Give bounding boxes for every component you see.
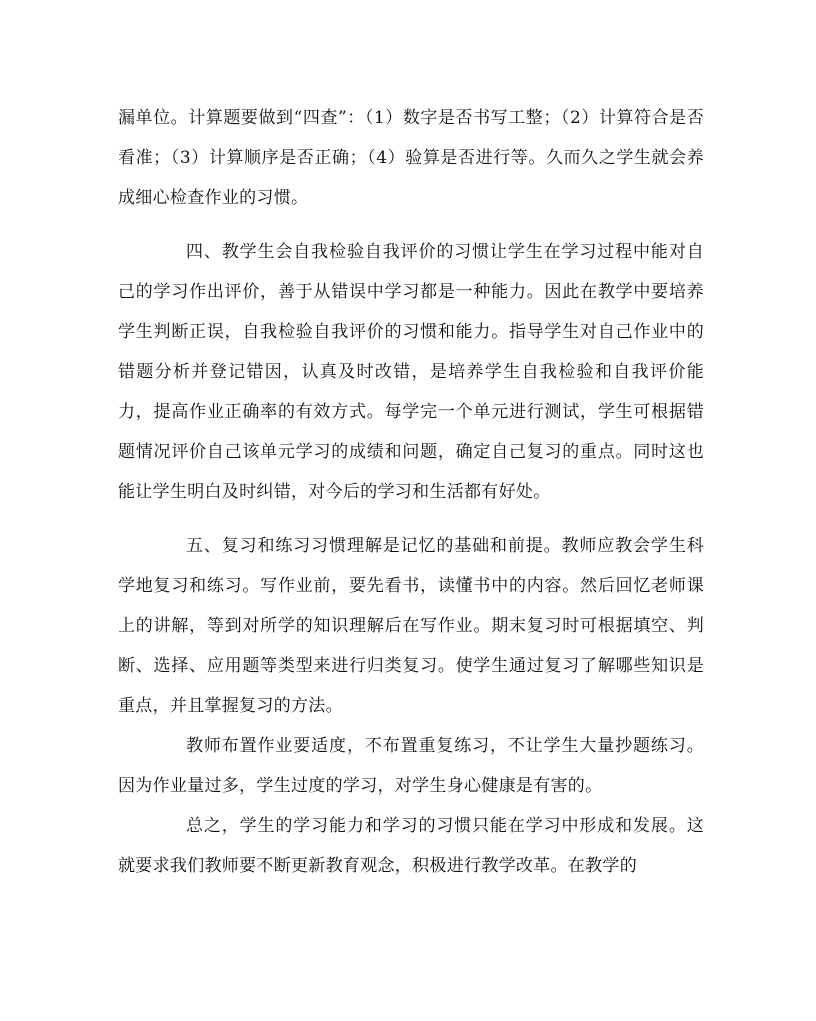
paragraph-review-practice-habit: 五、复习和练习习惯理解是记忆的基础和前提。教师应教会学生科学地复习和练习。写作业前，要先看书，读懂书中的内容。然后回忆老师课上的讲解，等到对所学的知识理解后在写作业。期末复习时可根据填空、判断、选择、应用题等类型来进行归类复习。使学生通过复习了解哪些知识是重点，并且掌握复习的方法。 xyxy=(118,536,704,716)
paragraph-continuation: 漏单位。计算题要做到“四查”：（1）数字是否书写工整；（2）计算符合是否看准；（3）计算顺序是否正确；（4）验算是否进行等。久而久之学生就会养成细心检查作业的习惯。 xyxy=(118,108,704,208)
paragraph-homework-amount: 教师布置作业要适度，不布置重复练习，不让学生大量抄题练习。因为作业量过多，学生过度的学习，对学生身心健康是有害的。 xyxy=(118,736,704,796)
document-body xyxy=(118,98,704,886)
paragraph-self-evaluation-habit: 四、教学生会自我检验自我评价的习惯让学生在学习过程中能对自己的学习作出评价，善于从错误中学习都是一种能力。因此在教学中要培养学生判断正误，自我检验自我评价的习惯和能力。指导学生对自己作业中的错题分析并登记错因，认真及时改错，是培养学生自我检验和自我评价能力，提高作业正确率的有效方式。每学完一个单元进行测试，学生可根据错题情况评价自己该单元学习的成绩和问题，确定自己复习的重点。同时这也能让学生明白及时纠错，对今后的学习和生活都有好处。 xyxy=(118,242,704,502)
paragraph-conclusion: 总之，学生的学习能力和学习的习惯只能在学习中形成和发展。这就要求我们教师要不断更新教育观念，积极进行教学改革。在教学的 xyxy=(118,816,704,876)
